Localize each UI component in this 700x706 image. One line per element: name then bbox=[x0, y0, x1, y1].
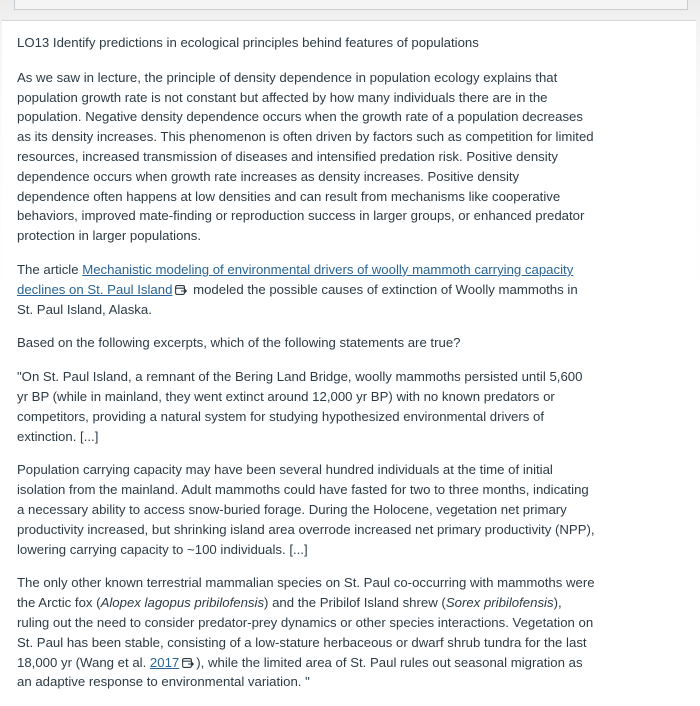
question-prompt: Based on the following excerpts, which of the following statements are true? bbox=[17, 335, 461, 351]
excerpt-3-text-2: ) and the Pribilof Island shrew ( bbox=[264, 595, 446, 611]
question-content bbox=[17, 33, 595, 706]
article-suffix: modeled the possible causes of extinction of Woolly mammoths in St. Paul Island, Alaska. bbox=[17, 281, 578, 317]
article-paragraph bbox=[17, 260, 595, 319]
excerpt-2: Population carrying capacity may have been several hundred individuals at the time of initial isolation from the mainland. Adult mammoths could have fasted for two to three months, indicating a necessary ability to access snow-buried forage. During the Holocene, vegetation net primary productivity increased, but shrinking island area overrode increased net primary productivity (NPP), lowering carrying capacity to ~100 individuals. [...] bbox=[17, 462, 595, 557]
external-link-icon[interactable] bbox=[175, 285, 187, 295]
citation-link[interactable]: 2017 bbox=[149, 654, 180, 670]
excerpt-3 bbox=[17, 573, 595, 692]
external-link-icon[interactable] bbox=[182, 658, 194, 668]
excerpt-3-text-3: ), ruling out the need to consider predator-prey dynamics or other species interactions. Vegetation on St. Paul has been stable, consisting of a low-stature herbaceous or dwarf shrub tundra for the last 18,000 yr (Wang et al. bbox=[17, 595, 594, 670]
excerpt-1: "On St. Paul Island, a remnant of the Bering Land Bridge, woolly mammoths persisted until 5,600 yr BP (while in mainland, they went extinct around 12,000 yr BP) with no known predators or competitors, providing a natural system for studying hypothesized environmental drivers of extinction. [...] bbox=[17, 369, 583, 444]
fox-species-name: Alopex lagopus pribilofensis bbox=[100, 595, 265, 611]
article-prefix: The article bbox=[17, 261, 83, 277]
question-header bbox=[14, 0, 688, 10]
excerpt-3-text-4: ), while the limited area of St. Paul rules out seasonal migration as an adaptive response to environmental variation. " bbox=[17, 654, 583, 690]
intro-paragraph: As we saw in lecture, the principle of density dependence in population ecology explains that population growth rate is not constant but affected by how many individuals there are in the population. Negative density dependence occurs when the growth rate of a population decreases as its density increases. This phenomenon is often driven by factors such as competition for limited resources, increased transmission of diseases and intensified predation risk. Positive density dependence occurs when growth rate increases as density increases. Positive density dependence often happens at low densities and can result from mechanisms like cooperative behaviors, improved mate-finding or reproduction success in larger groups, or enhanced predator protection in larger populations. bbox=[17, 69, 594, 244]
excerpt-3-text-1: The only other known terrestrial mammalian species on St. Paul co-occurring with mammoths were the Arctic fox ( bbox=[17, 575, 595, 611]
article-link[interactable]: Mechanistic modeling of environmental drivers of woolly mammoth carrying capacity declines on St. Paul Island bbox=[17, 261, 574, 297]
shrew-species-name: Sorex pribilofensis bbox=[445, 595, 554, 611]
learning-objective-title: LO13 Identify predictions in ecological principles behind features of populations bbox=[17, 35, 479, 50]
